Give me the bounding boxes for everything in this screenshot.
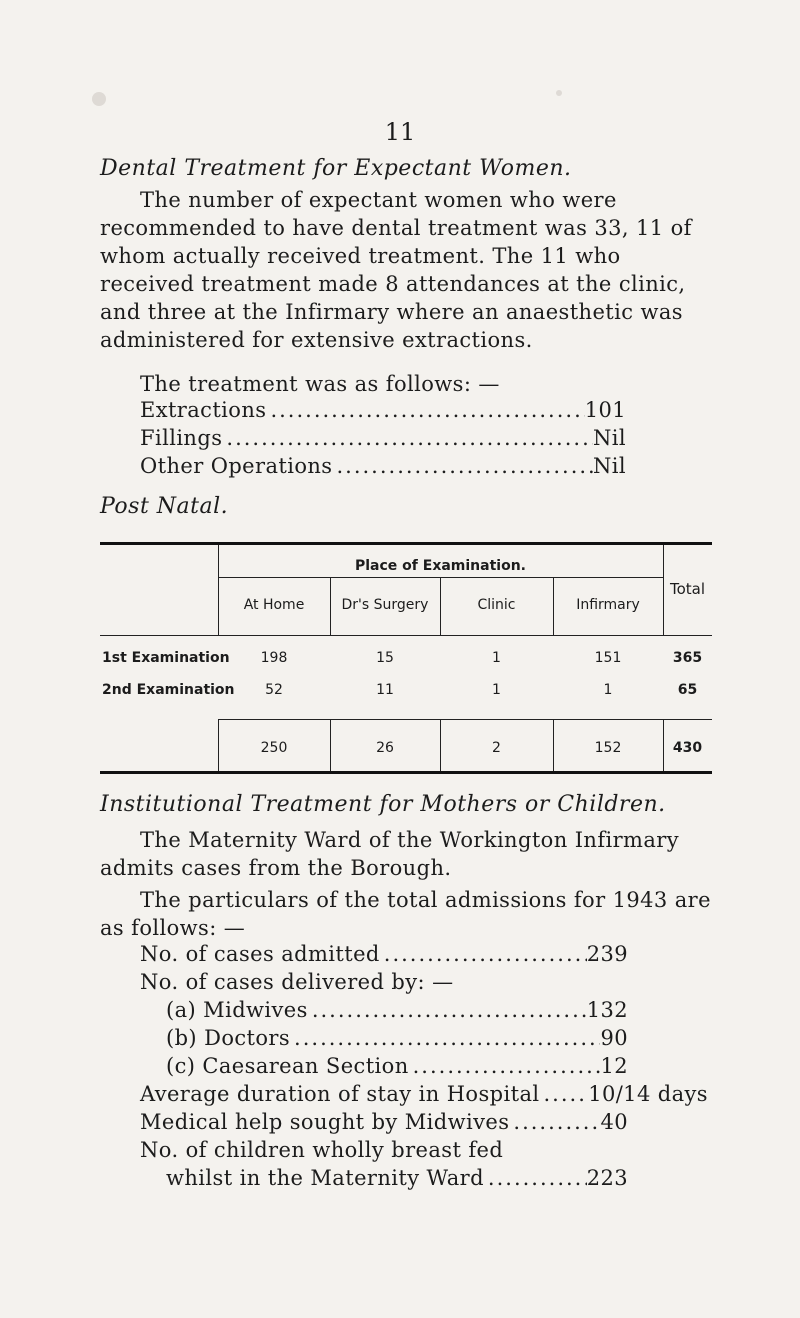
dental-heading: Dental Treatment for Expectant Women. [100,156,572,181]
list-item-breast-fed [166,1166,628,1190]
institutional-paragraph-1: The Maternity Ward of the Workington Infirmary admits cases from the Borough. [100,828,679,880]
table-cell: 11 [376,682,394,698]
item-label: Average duration of stay in Hospital [140,1082,540,1106]
table-cell: 1 [492,682,501,698]
table-bottom-rule [100,771,712,774]
post-natal-heading: Post Natal. [100,494,229,519]
item-value: 40 [600,1110,628,1134]
total-cell: 250 [260,740,288,756]
item-label: No. of children wholly breast fed [140,1138,504,1162]
item-value: Nil [592,426,626,450]
institutional-paragraph-2: The particulars of the total admissions for 1943 are as follows: — [100,888,711,940]
table-cell-total: 365 [672,650,703,666]
item-label: Other Operations [140,454,333,478]
column-header-drs-surgery: Dr's Surgery [341,597,429,613]
item-label: Extractions [140,398,267,422]
delivered-intro [140,970,453,994]
column-header-at-home: At Home [243,597,305,613]
item-label: Medical help sought by Midwives [140,1110,510,1134]
table-cell-total: 65 [677,682,698,698]
grand-total-cell: 430 [672,740,703,756]
table-cell: 15 [376,650,394,666]
leader-dots [308,998,587,1022]
item-value: 12 [600,1054,628,1078]
institutional-heading: Institutional Treatment for Mothers or Children. [100,792,666,817]
column-header-total: Total [669,580,706,598]
paper-smudge [556,90,562,96]
list-item-average-stay [140,1082,708,1106]
page-number: 11 [384,118,416,146]
leader-dots [540,1082,589,1106]
column-header-clinic: Clinic [477,597,516,613]
item-value: 223 [586,1166,628,1190]
totals-top-rule [218,719,712,720]
examination-table [100,542,712,756]
table-cell: 198 [260,650,288,666]
table-top-rule [100,542,712,545]
leader-dots [222,426,593,450]
dental-paragraph: The number of expectant women who were recommended to have dental treatment was 33, 11 of whom actually received treatment. The 11 who received treatment made 8 attendances at the clinic, and three at the Infirmary where an anaesthetic was administered for extensive extractions. [100,188,692,352]
header-bottom-rule [100,635,712,636]
item-value: 101 [584,398,626,422]
item-label: No. of cases admitted [140,942,380,966]
list-item-midwives [166,998,628,1022]
item-label: (b) Doctors [166,1026,291,1050]
list-item-extractions [140,398,626,422]
total-cell: 2 [492,740,501,756]
item-value: 239 [586,942,628,966]
list-item-caesarean [166,1054,628,1078]
list-item-fillings [140,426,626,450]
item-label: Fillings [140,426,223,450]
item-label: (c) Caesarean Section [166,1054,409,1078]
table-cell: 52 [265,682,283,698]
list-item-other-operations [140,454,626,478]
item-value: 10/14 days [588,1082,708,1106]
leader-dots [266,398,584,422]
row-label-2nd-examination: 2nd Examination [102,682,235,698]
list-item-cases-admitted [140,942,628,966]
item-label: No. of cases delivered by: — [140,970,454,994]
leader-dots [409,1054,601,1078]
row-label-1st-examination: 1st Examination [102,650,230,666]
breast-fed-line-1 [140,1138,503,1162]
list-item-medical-help [140,1110,628,1134]
total-cell: 26 [376,740,394,756]
item-value: 90 [600,1026,628,1050]
leader-dots [290,1026,600,1050]
leader-dots [484,1166,587,1190]
item-value: Nil [592,454,626,478]
dental-intro: The treatment was as follows: — [140,372,500,396]
item-label: whilst in the Maternity Ward [166,1166,484,1190]
table-cell: 151 [594,650,622,666]
total-cell: 152 [594,740,622,756]
leader-dots [332,454,593,478]
item-value: 132 [586,998,628,1022]
column-header-infirmary: Infirmary [576,597,640,613]
group-header: Place of Examination. [355,558,526,574]
paper-smudge [92,92,106,106]
leader-dots [380,942,587,966]
table-cell: 1 [492,650,501,666]
list-item-doctors [166,1026,628,1050]
table-cell: 1 [603,682,613,698]
leader-dots [509,1110,600,1134]
item-label: (a) Midwives [166,998,308,1022]
